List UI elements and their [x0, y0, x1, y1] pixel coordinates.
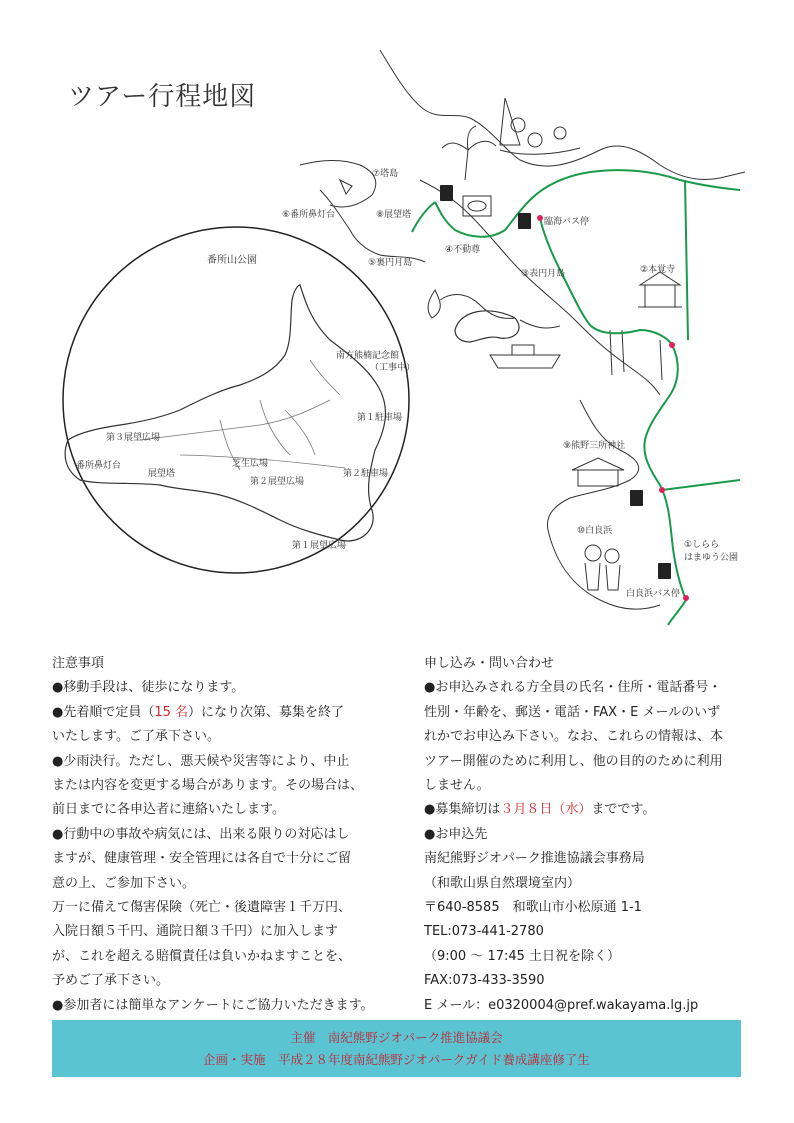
apply-section: [424, 652, 754, 1018]
notes-item-4-line-6: が、これを超える賠償責任は負いかねますことを、: [52, 948, 352, 964]
apply-tel: TEL:073-441-2780: [424, 924, 544, 940]
label-parking-1: 第１駐車場: [357, 413, 403, 423]
notes-item-1: ●移動手段は、徒歩になります。: [52, 680, 245, 696]
apply-line-2: 性別・年齢を、郵送・電話・FAX・E メールのいず: [424, 704, 721, 720]
notes-item-5: ●参加者には簡単なアンケートにご協力いただきます。: [52, 997, 374, 1013]
label-stop-5: ⑤裏円月島: [368, 258, 413, 268]
notes-item-3-line-3: 前日までに各申込者に連絡いたします。: [52, 802, 285, 818]
label-stop-1a: ①しらら: [684, 540, 720, 550]
label-bus-shirarahama: 白良浜バス停: [626, 589, 681, 599]
label-bus-rinkai: 臨海バス停: [544, 217, 590, 227]
geopark-sign-icon: [440, 185, 453, 201]
apply-deadline: ●募集締切は３月８日（水）までです。: [424, 802, 656, 818]
stop-marker-hongakuji: [669, 342, 675, 348]
stop-marker-shirarahama: [683, 595, 689, 601]
apply-org-sub: （和歌山県自然環境室内）: [424, 875, 581, 891]
inset-circle: [63, 227, 409, 573]
illustration-children: [585, 545, 620, 590]
illustration-rock: [455, 311, 519, 342]
inset-title: 番所山公園: [207, 255, 257, 266]
notes-item-4-line-1: ●行動中の事故や病気には、出来る限りの対応はし: [52, 826, 350, 842]
geopark-sign-icon: [518, 213, 531, 229]
notes-item-4-line-2: ますが、健康管理・安全管理には各自で十分にご留: [52, 851, 352, 867]
geopark-sign-icon: [630, 490, 643, 506]
label-stop-7: ⑦塔島: [372, 169, 399, 179]
label-stop-4: ④不動尊: [445, 245, 481, 255]
capacity-highlight: 15 名: [154, 704, 189, 720]
illustration-swimmers: [500, 98, 580, 154]
apply-hours: （9:00 ～ 17:45 土日祝を除く）: [424, 948, 621, 964]
label-kinen-sub: （工事中）: [370, 363, 416, 373]
notes-item-3-line-1: ●少雨決行。ただし、悪天候や災害等により、中止: [52, 753, 350, 769]
apply-email: E メール：e0320004@pref.wakayama.lg.jp: [424, 997, 699, 1013]
label-viewpoint-3: 第３展望広場: [106, 433, 161, 443]
deadline-highlight: ３月８日（水）: [500, 802, 592, 818]
illustration-shrine: [572, 458, 624, 486]
apply-line-5: しません。: [424, 778, 490, 794]
notes-item-3-line-2: または内容を変更する場合があります。その場合は、: [52, 778, 363, 794]
label-kinen: 南方熊楠記念館: [336, 351, 400, 361]
footer-banner: [52, 1020, 741, 1077]
illustration-palm: [442, 126, 496, 180]
label-stop-2: ②本覚寺: [640, 265, 676, 275]
apply-address: 〒640-8585 和歌山市小松原通 1-1: [424, 900, 642, 916]
label-lawn: 芝生広場: [232, 459, 269, 469]
notes-item-2: ●先着順で定員（15 名）になり次第、募集を終了: [52, 704, 345, 720]
apply-line-3: れかでお申込み下さい。なお、これらの情報は、本: [424, 729, 724, 745]
illustration-fish: [463, 196, 491, 216]
notes-heading: 注意事項: [52, 656, 105, 671]
label-tower: 展望塔: [148, 469, 176, 479]
apply-fax: FAX:073-433-3590: [424, 973, 545, 989]
label-lighthouse: 番所鼻灯台: [76, 461, 122, 471]
footer-planner: 企画・実施 平成２８年度南紀熊野ジオパークガイド養成講座修了生: [203, 1052, 590, 1067]
notes-item-4-line-5: 入院日額５千円、通院日額３千円）に加入します: [52, 924, 339, 940]
label-viewpoint-2: 第２展望広場: [250, 477, 305, 487]
label-stop-6: ⑥番所鼻灯台: [282, 210, 336, 220]
apply-org: 南紀熊野ジオパーク推進協議会事務局: [424, 851, 645, 867]
apply-dest-heading: ●お申込先: [424, 826, 488, 842]
apply-line-4: ツアー開催のために利用し、他の目的のために利用: [424, 753, 723, 769]
apply-heading: 申し込み・問い合わせ: [424, 656, 555, 671]
page-title: ツアー行程地図: [68, 82, 257, 112]
label-stop-9: ⑨熊野三所神社: [563, 441, 626, 451]
geopark-sign-icon: [658, 563, 671, 579]
footer-organizer: 主催 南紀熊野ジオパーク推進協議会: [290, 1030, 503, 1045]
notes-item-4-line-4: 万一に備えて傷害保険（死亡・後遺障害１千万円、: [52, 900, 352, 916]
label-parking-2: 第２駐車場: [343, 469, 389, 479]
label-stop-8: ⑧展望塔: [376, 210, 412, 220]
stop-marker-junction: [659, 487, 665, 493]
label-viewpoint-1: 第１展望広場: [292, 541, 347, 551]
stop-marker-rinkai: [537, 215, 543, 221]
label-stop-1b: はまゆう公園: [684, 553, 739, 563]
apply-line-1: ●お申込みされる方全員の氏名・住所・電話番号・: [424, 680, 722, 696]
label-stop-10: ⑩白良浜: [577, 526, 613, 536]
notes-item-4-line-3: 意の上、ご参加下さい。: [52, 875, 196, 891]
illustration-boat: [490, 345, 560, 368]
notes-item-4-line-7: 予めご了承下さい。: [52, 973, 170, 989]
illustration-temple: [638, 272, 682, 307]
notes-section: [52, 652, 402, 1018]
label-stop-3: ③表円月島: [521, 269, 566, 279]
notes-item-2-line-2: いたします。ご了承下さい。: [52, 729, 220, 745]
